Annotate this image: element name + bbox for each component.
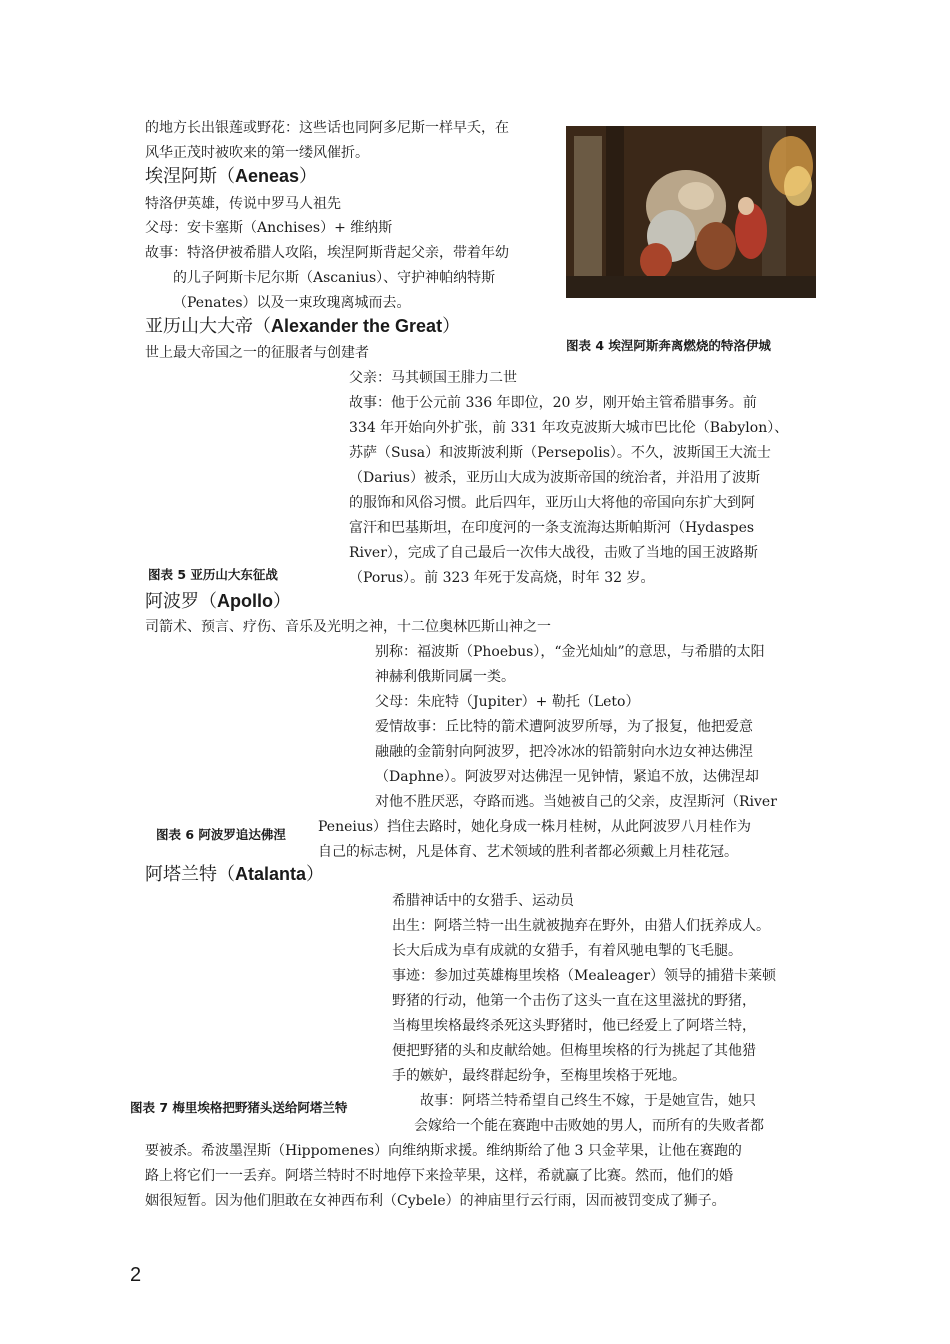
- painting-aeneas-fleeing-troy: [566, 126, 816, 298]
- figure-caption: 图表 4 埃涅阿斯奔离燃烧的特洛伊城: [566, 338, 771, 353]
- text-line: 会嫁给一个能在赛跑中击败她的男人，而所有的失败者都: [414, 1118, 764, 1134]
- text-line: 风华正茂时被吹来的第一缕风催折。: [145, 145, 369, 161]
- text-line: 父亲：马其顿国王腓力二世: [349, 370, 517, 386]
- text-line: 出生：阿塔兰特一出生就被抛弃在野外，由猎人们抚养成人。: [392, 918, 770, 934]
- text-line: 长大后成为卓有成就的女猎手，有着风驰电掣的飞毛腿。: [392, 943, 742, 959]
- text-line: 路上将它们一一丢弃。阿塔兰特时不时地停下来捡苹果，这样，希就赢了比赛。然而，他们的婚: [145, 1168, 733, 1184]
- text-line: 希腊神话中的女猎手、运动员: [392, 893, 574, 909]
- text-line: （Darius）被杀，亚历山大成为波斯帝国的统治者，并沿用了波斯: [349, 470, 760, 486]
- text-line: 父母：安卡塞斯（Anchises）+ 维纳斯: [145, 220, 393, 236]
- text-line: 事迹：参加过英雄梅里埃格（Mealeager）领导的捕猎卡莱顿: [392, 968, 777, 984]
- text-line: （Porus）。前 323 年死于发高烧，时年 32 岁。: [349, 570, 655, 586]
- text-line: 父母：朱庇特（Jupiter）+ 勒托（Leto）: [375, 694, 640, 710]
- entry-heading-alexander: 亚历山大大帝（Alexander the Great）: [145, 316, 461, 337]
- text-line: （Penates）以及一束玫瑰离城而去。: [173, 295, 411, 311]
- text-line: 富汗和巴基斯坦，在印度河的一条支流海达斯帕斯河（Hydaspes: [349, 520, 755, 536]
- text-line: 334 年开始向外扩张，前 331 年攻克波斯大城市巴比伦（Babylon）、: [349, 420, 789, 436]
- figure-caption: 图表 7 梅里埃格把野猪头送给阿塔兰特: [130, 1100, 348, 1115]
- text-line: 特洛伊英雄，传说中罗马人祖先: [145, 196, 341, 212]
- text-line: 手的嫉妒，最终群起纷争，至梅里埃格于死地。: [392, 1068, 686, 1084]
- text-line: 要被杀。希波墨涅斯（Hippomenes）向维纳斯求援。维纳斯给了他 3 只金苹果，让他在赛跑的: [145, 1143, 742, 1159]
- text-line: 世上最大帝国之一的征服者与创建者: [145, 345, 369, 361]
- figure-caption: 图表 6 阿波罗追达佛涅: [156, 827, 286, 842]
- text-line: 的地方长出银莲或野花：这些话也同阿多尼斯一样早夭，在: [145, 120, 509, 136]
- text-line: 别称：福波斯（Phoebus），“金光灿灿”的意思，与希腊的太阳: [375, 644, 765, 660]
- text-line: 便把野猪的头和皮献给她。但梅里埃格的行为挑起了其他猎: [392, 1043, 756, 1059]
- text-line: River），完成了自己最后一次伟大战役，击败了当地的国王波路斯: [349, 545, 758, 561]
- text-line: 爱情故事：丘比特的箭术遭阿波罗所辱，为了报复，他把爱意: [375, 719, 753, 735]
- text-line: 故事：阿塔兰特希望自己终生不嫁，于是她宣告，她只: [420, 1093, 756, 1109]
- entry-heading-apollo: 阿波罗（Apollo）: [145, 591, 291, 612]
- text-line: 的服饰和风俗习惯。此后四年，亚历山大将他的帝国向东扩大到阿: [349, 495, 755, 511]
- page-number: 2: [130, 1264, 142, 1286]
- entry-heading-aeneas: 埃涅阿斯（Aeneas）: [145, 166, 318, 187]
- text-line: 自己的标志树，凡是体育、艺术领域的胜利者都必须戴上月桂花冠。: [318, 844, 738, 860]
- figure-caption: 图表 5 亚历山大东征战: [148, 567, 278, 582]
- text-line: 姻很短暂。因为他们胆敢在女神西布利（Cybele）的神庙里行云行雨，因而被罚变成了狮子。: [145, 1193, 726, 1209]
- entry-heading-atalanta: 阿塔兰特（Atalanta）: [145, 864, 325, 885]
- text-line: 故事：特洛伊被希腊人攻陷，埃涅阿斯背起父亲，带着年幼: [145, 245, 509, 261]
- text-line: （Daphne）。阿波罗对达佛涅一见钟情，紧追不放，达佛涅却: [375, 769, 759, 785]
- text-line: 的儿子阿斯卡尼尔斯（Ascanius）、守护神帕纳特斯: [173, 270, 496, 286]
- text-line: 司箭术、预言、疗伤、音乐及光明之神，十二位奥林匹斯山神之一: [145, 619, 551, 635]
- text-line: 当梅里埃格最终杀死这头野猪时，他已经爱上了阿塔兰特，: [392, 1018, 756, 1034]
- text-line: Peneius）挡住去路时，她化身成一株月桂树，从此阿波罗八月桂作为: [318, 819, 752, 835]
- text-line: 融融的金箭射向阿波罗，把冷冰冰的铅箭射向水边女神达佛涅: [375, 744, 753, 760]
- text-line: 故事：他于公元前 336 年即位，20 岁，刚开始主管希腊事务。前: [349, 395, 757, 411]
- text-line: 对他不胜厌恶，夺路而逃。当她被自己的父亲，皮涅斯河（River: [375, 794, 777, 810]
- text-line: 神赫利俄斯同属一类。: [375, 669, 515, 685]
- text-line: 野猪的行动，他第一个击伤了这头一直在这里滋扰的野猪，: [392, 993, 756, 1009]
- text-line: 苏萨（Susa）和波斯波利斯（Persepolis）。不久，波斯国王大流士: [349, 445, 771, 461]
